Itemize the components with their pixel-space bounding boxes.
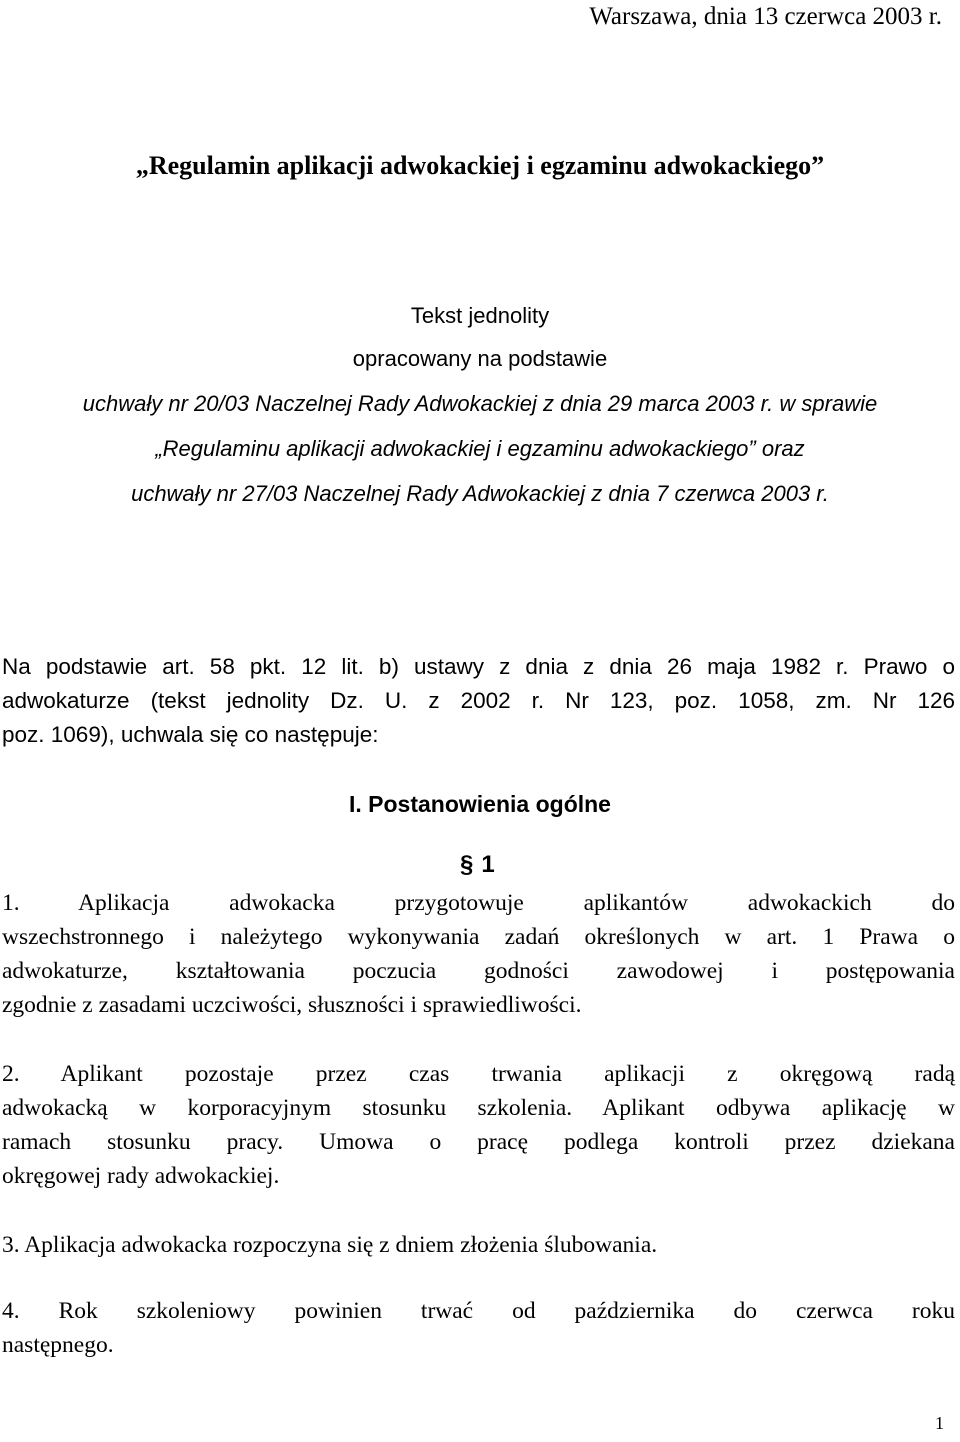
paragraph-line: 4. Rok szkoleniowy powinien trwać od października do czerwca roku bbox=[2, 1298, 955, 1324]
paragraph-line: ramach stosunku pracy. Umowa o pracę podlega kontroli przez dziekana bbox=[2, 1129, 955, 1155]
subtitle-line-5: uchwały nr 27/03 Naczelnej Rady Adwokackiej z dnia 7 czerwca 2003 r. bbox=[131, 481, 829, 506]
paragraph-4 bbox=[2, 1294, 955, 1362]
paragraph-line: 3. Aplikacja adwokacka rozpoczyna się z dniem złożenia ślubowania. bbox=[2, 1232, 658, 1258]
document-date: Warszawa, dnia 13 czerwca 2003 r. bbox=[589, 3, 942, 30]
paragraph-line: 2. Aplikant pozostaje przez czas trwania aplikacji z okręgową radą bbox=[2, 1061, 955, 1087]
paragraph-line: 1. Aplikacja adwokacka przygotowuje aplikantów adwokackich do bbox=[2, 890, 955, 916]
paragraph-line: zgodnie z zasadami uczciwości, słuszności i sprawiedliwości. bbox=[2, 992, 582, 1018]
preamble bbox=[2, 650, 955, 752]
paragraph-marker bbox=[460, 850, 495, 880]
paragraph-line: okręgowej rady adwokackiej. bbox=[2, 1163, 280, 1189]
document-title: „Regulamin aplikacji adwokackiej i egzaminu adwokackiego” bbox=[135, 151, 825, 180]
subtitle-line-1: Tekst jednolity bbox=[410, 303, 550, 328]
paragraph-line: wszechstronnego i należytego wykonywania zadań określonych w art. 1 Prawa o bbox=[2, 924, 955, 950]
paragraph-line: adwokacką w korporacyjnym stosunku szkolenia. Aplikant odbywa aplikację w bbox=[2, 1095, 955, 1121]
section-number: 1 bbox=[481, 851, 495, 878]
paragraph-line: następnego. bbox=[2, 1332, 114, 1358]
section-heading: I. Postanowienia ogólne bbox=[349, 791, 611, 817]
preamble-line: adwokaturze (tekst jednolity Dz. U. z 2002 r. Nr 123, poz. 1058, zm. Nr 126 bbox=[2, 688, 955, 713]
paragraph-2 bbox=[2, 1057, 955, 1193]
paragraph-3 bbox=[2, 1228, 955, 1262]
paragraph-1 bbox=[2, 886, 955, 1022]
subtitle-line-4: „Regulaminu aplikacji adwokackiej i egzaminu adwokackiego” oraz bbox=[155, 436, 805, 461]
page-number: 1 bbox=[935, 1413, 944, 1433]
subtitle-line-3: uchwały nr 20/03 Naczelnej Rady Adwokackiej z dnia 29 marca 2003 r. w sprawie bbox=[82, 391, 878, 416]
preamble-line: Na podstawie art. 58 pkt. 12 lit. b) ustawy z dnia z dnia 26 maja 1982 r. Prawo o bbox=[2, 654, 955, 679]
paragraph-line: adwokaturze, kształtowania poczucia godności zawodowej i postępowania bbox=[2, 958, 955, 984]
preamble-line: poz. 1069), uchwala się co następuje: bbox=[2, 722, 379, 747]
section-symbol: § bbox=[460, 851, 474, 878]
subtitle-line-2: opracowany na podstawie bbox=[352, 346, 608, 371]
